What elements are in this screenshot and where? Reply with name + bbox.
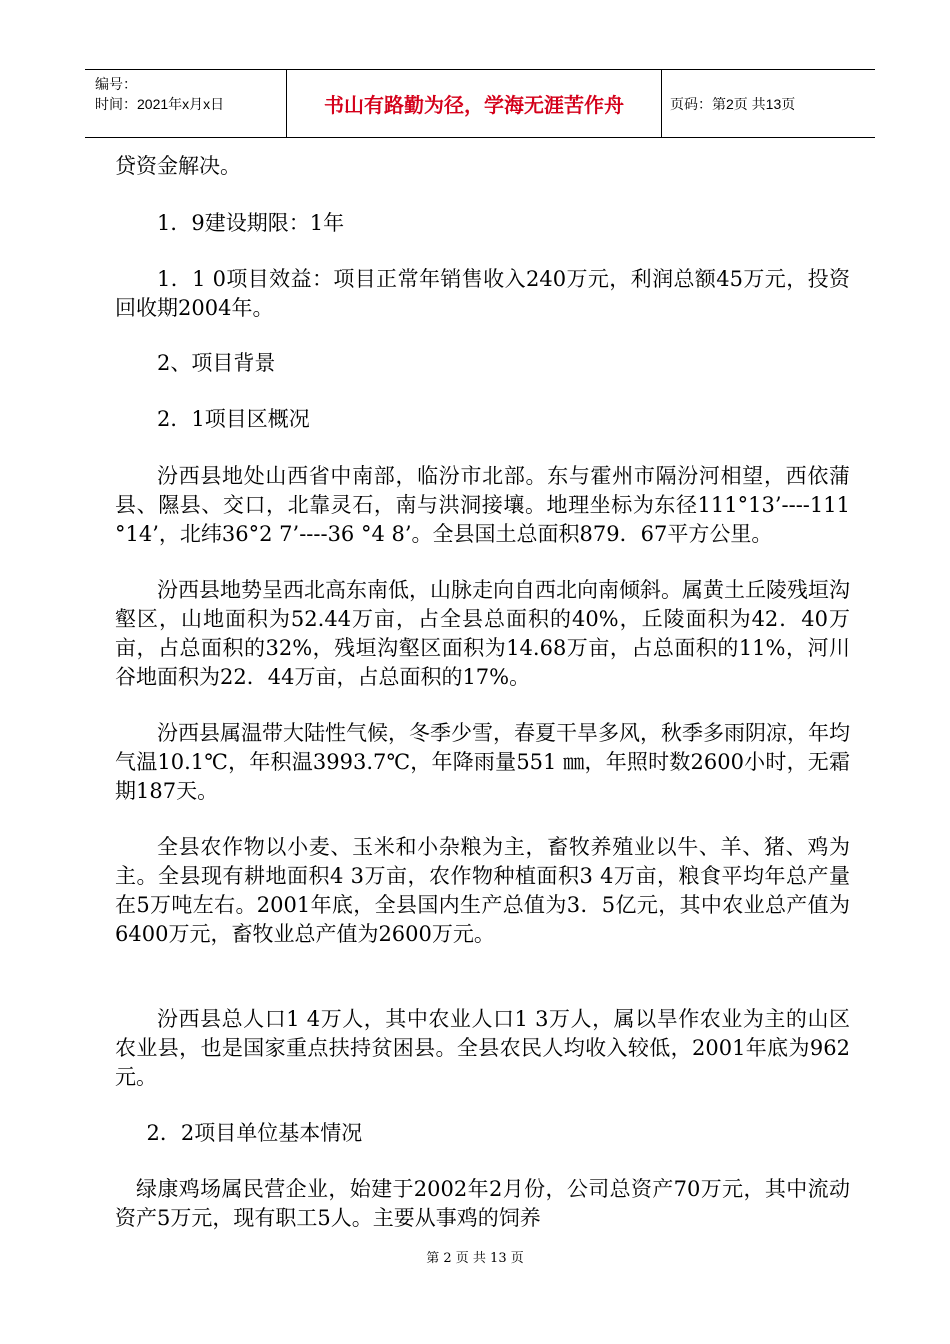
subsection-heading: 2．1项目区概况 xyxy=(157,407,310,431)
subsection-heading: 2．2项目单位基本情况 xyxy=(146,1121,363,1145)
paragraph: 汾西县地势呈西北高东南低，山脉走向自西北向南倾斜。属黄土丘陵残垣沟壑区，山地面积为52.44万亩，占全县总面积的40%，丘陵面积为42．40万亩，占总面积的32%，残垣沟壑区面积为14.68万亩，占总面积的11%，河川谷地面积为22．44万亩，占总面积的17%。 xyxy=(115,578,850,689)
document-body xyxy=(115,152,850,1233)
paragraph: 汾西县地处山西省中南部，临汾市北部。东与霍州市隔汾河相望，西依蒲县、隰县、交口，北靠灵石，南与洪洞接壤。地理坐标为东径111°13’----111 °14’，北纬36°2 7’----36 °4 8’。全县国土总面积879．67平方公里。 xyxy=(115,464,850,546)
paragraph: 1．1 0项目效益：项目正常年销售收入240万元，利润总额45万元，投资回收期2004年。 xyxy=(115,267,850,320)
paragraph: 全县农作物以小麦、玉米和小杂粮为主，畜牧养殖业以牛、羊、猪、鸡为主。全县现有耕地面积4 3万亩，农作物种植面积3 4万亩，粮食平均年总产量在5万吨左右。2001年底，全县国内生产总值为3．5亿元，其中农业总产值为6400万元，畜牧业总产值为2600万元。 xyxy=(115,835,850,946)
paragraph: 绿康鸡场属民营企业，始建于2002年2月份，公司总资产70万元，其中流动资产5万元，现有职工5人。主要从事鸡的饲养 xyxy=(115,1177,850,1230)
code-label: 编号： xyxy=(95,76,137,92)
paragraph: 贷资金解决。 xyxy=(115,154,241,178)
page-indicator: 页码：第2页 共13页 xyxy=(670,95,796,112)
time-label: 时间：2021年x月x日 xyxy=(95,96,225,112)
paragraph: 1．9建设期限：1年 xyxy=(157,211,345,235)
section-heading: 2、项目背景 xyxy=(157,351,276,375)
header-motto: 书山有路勤为径，学海无涯苦作舟 xyxy=(287,70,662,137)
page-header xyxy=(85,69,875,138)
page-footer: 第 2 页 共 13 页 xyxy=(426,1251,524,1266)
paragraph: 汾西县属温带大陆性气候，冬季少雪，春夏干旱多风，秋季多雨阴凉，年均气温10.1℃，年积温3993.7℃，年降雨量551 ㎜，年照时数2600小时，无霜期187天。 xyxy=(115,721,850,803)
paragraph: 汾西县总人口1 4万人，其中农业人口1 3万人，属以旱作农业为主的山区农业县，也是国家重点扶持贫困县。全县农民人均收入较低，2001年底为962元。 xyxy=(115,1007,850,1089)
header-meta xyxy=(85,70,287,137)
